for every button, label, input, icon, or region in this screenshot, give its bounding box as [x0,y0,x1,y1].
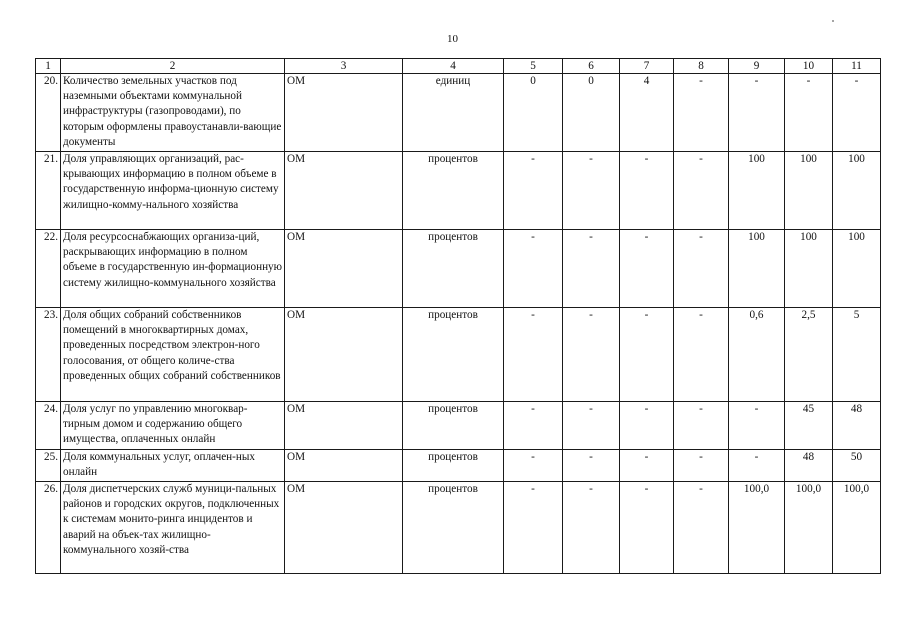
unit-cell: единиц [403,74,504,152]
value-cell: 48 [833,402,881,450]
table-row [36,450,881,482]
value-cell: 100 [729,230,785,308]
value-cell: - [785,74,833,152]
unit-cell: процентов [403,482,504,574]
value-cell: 100,0 [729,482,785,574]
indicators-table [35,58,881,574]
unit-cell: процентов [403,402,504,450]
value-cell: 45 [785,402,833,450]
header-row [36,59,881,74]
value-cell: - [674,152,729,230]
value-cell: - [563,482,620,574]
value-cell: - [563,308,620,402]
value-cell: - [504,308,563,402]
value-cell: 0 [504,74,563,152]
indicator-code: ОМ [285,308,403,402]
value-cell: - [674,402,729,450]
header-cell-4: 4 [403,59,504,74]
value-cell: - [674,450,729,482]
value-cell: - [504,482,563,574]
header-cell-2: 2 [61,59,285,74]
unit-cell: процентов [403,230,504,308]
indicator-name: Доля ресурсоснабжающих организа-ций, раскрывающих информацию в полном объеме в государственную ин-формационную систему жилищно-коммунального хозяйства [61,230,285,308]
value-cell: - [563,152,620,230]
value-cell: - [620,450,674,482]
value-cell: - [620,152,674,230]
value-cell: - [563,230,620,308]
header-cell-10: 10 [785,59,833,74]
table-row [36,482,881,574]
value-cell: - [729,402,785,450]
indicator-code: ОМ [285,402,403,450]
value-cell: - [620,230,674,308]
indicator-name: Доля диспетчерских служб муници-пальных районов и городских округов, подключенных к системам монито-ринга инцидентов и аварий на объек-тах жилищно-коммунального хозяй-ства [61,482,285,574]
indicator-code: ОМ [285,152,403,230]
scan-speck [832,20,834,22]
indicator-code: ОМ [285,74,403,152]
value-cell: - [620,482,674,574]
value-cell: 48 [785,450,833,482]
header-cell-5: 5 [504,59,563,74]
indicator-name: Доля коммунальных услуг, оплачен-ных онлайн [61,450,285,482]
value-cell: - [504,230,563,308]
table-row [36,152,881,230]
indicator-name: Количество земельных участков под наземными объектами коммунальной инфраструктуры (газопроводами), по которым оформлены правоустанавли-вающие документы [61,74,285,152]
header-cell-6: 6 [563,59,620,74]
value-cell: - [833,74,881,152]
value-cell: - [620,402,674,450]
value-cell: - [674,230,729,308]
value-cell: - [504,152,563,230]
unit-cell: процентов [403,152,504,230]
value-cell: 100,0 [785,482,833,574]
table-row [36,74,881,152]
value-cell: 0 [563,74,620,152]
header-cell-1: 1 [36,59,61,74]
value-cell: - [674,308,729,402]
value-cell: 100 [833,152,881,230]
value-cell: - [674,74,729,152]
row-number: 26. [36,482,61,574]
row-number: 20. [36,74,61,152]
row-number: 25. [36,450,61,482]
row-number: 24. [36,402,61,450]
table-row [36,402,881,450]
header-cell-9: 9 [729,59,785,74]
row-number: 23. [36,308,61,402]
table-row [36,230,881,308]
header-cell-11: 11 [833,59,881,74]
value-cell: 100 [785,230,833,308]
value-cell: - [729,74,785,152]
value-cell: 100 [785,152,833,230]
page-number: 10 [447,33,458,45]
value-cell: - [563,450,620,482]
header-cell-8: 8 [674,59,729,74]
value-cell: - [729,450,785,482]
header-cell-3: 3 [285,59,403,74]
indicator-name: Доля услуг по управлению многоквар-тирным домом и содержанию общего имущества, оплаченных онлайн [61,402,285,450]
value-cell: 0,6 [729,308,785,402]
value-cell: - [563,402,620,450]
indicator-code: ОМ [285,450,403,482]
indicator-code: ОМ [285,482,403,574]
indicator-code: ОМ [285,230,403,308]
value-cell: - [504,402,563,450]
header-cell-7: 7 [620,59,674,74]
unit-cell: процентов [403,308,504,402]
value-cell: 4 [620,74,674,152]
indicator-name: Доля общих собраний собственников помещений в многоквартирных домах, проведенных посредством электрон-ного голосования, от общего количе-ства проведенных общих собраний собственников [61,308,285,402]
value-cell: - [504,450,563,482]
value-cell: 100 [833,230,881,308]
table-row [36,308,881,402]
row-number: 21. [36,152,61,230]
value-cell: 100,0 [833,482,881,574]
indicator-name: Доля управляющих организаций, рас-крывающих информацию в полном объеме в государственную информа-ционную систему жилищно-комму-нального хозяйства [61,152,285,230]
unit-cell: процентов [403,450,504,482]
value-cell: 2,5 [785,308,833,402]
value-cell: - [674,482,729,574]
value-cell: 50 [833,450,881,482]
value-cell: 5 [833,308,881,402]
value-cell: - [620,308,674,402]
row-number: 22. [36,230,61,308]
value-cell: 100 [729,152,785,230]
